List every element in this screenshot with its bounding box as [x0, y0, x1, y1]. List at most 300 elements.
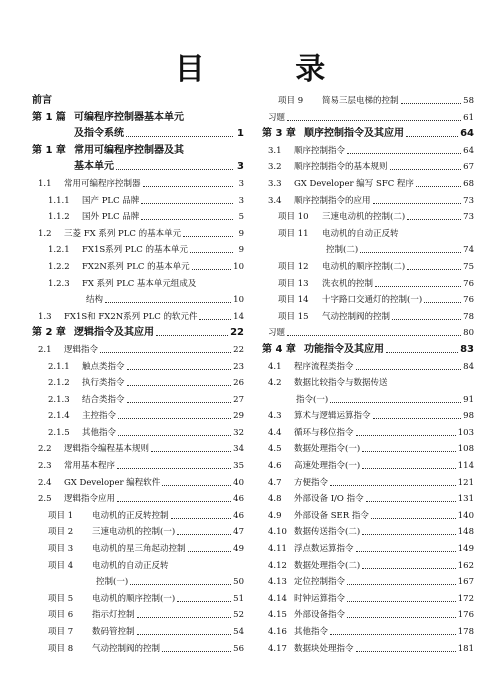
toc-entry[interactable] [262, 179, 474, 189]
toc-entry[interactable] [262, 378, 474, 388]
page-title: 目 录 [174, 52, 366, 87]
toc-entry[interactable] [32, 129, 244, 139]
toc-entry[interactable] [32, 362, 244, 372]
toc-leader-dots [127, 402, 232, 403]
toc-leader-dots [356, 651, 456, 652]
toc-entry-number: 4.16 [268, 627, 287, 637]
toc-leader-dots [100, 352, 231, 353]
toc-entry-number: 项目 12 [278, 261, 309, 272]
toc-entry-number: 项目 3 [48, 544, 74, 555]
toc-page-number: 29 [233, 411, 244, 422]
toc-entry-number: 第 3 章 [262, 128, 296, 140]
toc-entry[interactable] [32, 411, 244, 421]
toc-entry-number: 前言 [32, 95, 52, 106]
toc-entry-number: 4.3 [268, 411, 282, 422]
toc-leader-dots [373, 203, 462, 204]
toc-leader-dots [366, 501, 456, 502]
toc-entry-title: 其他指令 [82, 427, 117, 438]
toc-entry[interactable] [262, 146, 474, 156]
toc-leader-dots [137, 617, 232, 618]
toc-page-number: 14 [233, 311, 244, 322]
toc-page-number: 47 [233, 527, 244, 538]
toc-entry-number: 项目 8 [48, 643, 74, 654]
toc-entry[interactable] [262, 129, 474, 139]
toc-page-number: 84 [463, 361, 474, 372]
toc-entry-title: 数据块处理指令 [294, 643, 354, 654]
toc-entry[interactable] [32, 561, 244, 571]
toc-entry-number: 项目 9 [278, 96, 304, 106]
toc-page-number: 35 [233, 461, 244, 472]
toc-leader-dots [401, 103, 462, 104]
toc-page-number: 78 [463, 311, 474, 322]
toc-entry[interactable] [262, 627, 474, 637]
toc-leader-dots [116, 169, 233, 170]
toc-entry-title: 结合类指令 [82, 394, 125, 405]
toc-entry[interactable] [262, 527, 474, 537]
toc-entry[interactable] [32, 478, 244, 488]
toc-entry[interactable] [262, 328, 474, 338]
toc-page-number: 26 [233, 378, 244, 389]
toc-leader-dots [347, 617, 456, 618]
toc-page-number: 1 [237, 128, 244, 140]
toc-leader-dots [190, 252, 233, 253]
toc-entry-number: 第 1 篇 [32, 111, 66, 123]
toc-leader-dots [183, 236, 233, 237]
toc-entry[interactable] [262, 245, 474, 255]
toc-page-number: 54 [233, 627, 244, 637]
toc-page-number: 108 [457, 444, 474, 455]
toc-entry[interactable] [32, 444, 244, 454]
toc-leader-dots [362, 568, 456, 569]
toc-entry[interactable] [262, 295, 474, 305]
toc-entry[interactable] [32, 146, 244, 156]
toc-entry-number: 1.1.2 [48, 212, 70, 223]
toc-leader-dots [356, 369, 462, 370]
toc-entry-title: 气动控制阀的控制 [92, 643, 161, 654]
toc-entry[interactable] [262, 461, 474, 471]
toc-entry-title: 数据比较指令与数据传送 [294, 378, 388, 389]
toc-entry[interactable] [262, 478, 474, 488]
toc-entry[interactable] [32, 378, 244, 388]
toc-entry-number: 4.7 [268, 477, 282, 488]
toc-entry-title: 定位控制指令 [294, 577, 346, 588]
toc-leader-dots [141, 203, 233, 204]
toc-entry-number: 4.4 [268, 427, 282, 438]
toc-entry-title: FX2N系列 PLC 的基本单元 [82, 261, 190, 272]
toc-entry-number: 3.2 [268, 162, 282, 173]
toc-entry-title: 主控指令 [82, 411, 117, 422]
toc-entry[interactable] [262, 345, 474, 355]
toc-leader-dots [390, 169, 462, 170]
toc-entry-title: 顺序控制指令的应用 [294, 195, 371, 206]
toc-entry-number: 项目 11 [278, 228, 309, 239]
toc-entry[interactable] [262, 577, 474, 587]
toc-entry-title: 逻辑指令 [64, 344, 99, 355]
toc-entry[interactable] [262, 279, 474, 289]
toc-entry-title: 指示灯控制 [92, 610, 135, 621]
toc-entry-number: 2.1.5 [48, 427, 70, 438]
toc-entry[interactable] [32, 312, 244, 322]
toc-page-number: 149 [457, 544, 474, 555]
toc-page-number: 61 [463, 112, 474, 123]
toc-leader-dots [330, 402, 461, 403]
toc-entry-number: 项目 6 [48, 610, 74, 621]
toc-page-number: 10 [233, 295, 244, 306]
toc-entry-title: 外部设备指令 [294, 610, 346, 621]
toc-page-number: 103 [457, 427, 474, 438]
toc-entry-title: 洗衣机的控制 [322, 278, 374, 289]
toc-leader-dots [373, 418, 462, 419]
toc-entry-title: 顺序控制指令及其应用 [304, 128, 404, 140]
toc-leader-dots [407, 219, 461, 220]
toc-page-number: 9 [238, 245, 244, 256]
toc-leader-dots [130, 584, 231, 585]
toc-page-number: 64 [460, 128, 474, 140]
toc-leader-dots [151, 451, 231, 452]
toc-page-number: 121 [457, 477, 474, 488]
toc-page-number: 9 [238, 228, 244, 239]
toc-leader-dots [360, 252, 461, 253]
toc-entry-number: 2.5 [38, 494, 52, 505]
toc-leader-dots [199, 319, 231, 320]
toc-entry-number: 4.17 [268, 643, 287, 654]
toc-entry-title: 简易三层电梯的控制 [322, 96, 399, 106]
toc-entry[interactable] [262, 444, 474, 454]
toc-entry-number: 项目 2 [48, 527, 74, 538]
toc-leader-dots [347, 584, 456, 585]
toc-page-number: 91 [463, 394, 474, 405]
toc-entry-number: 项目 5 [48, 593, 74, 604]
toc-entry-number: 2.2 [38, 444, 52, 455]
toc-leader-dots [287, 120, 461, 121]
toc-page-number: 51 [233, 593, 244, 604]
toc-page-number: 98 [463, 411, 474, 422]
toc-entry-number: 项目 4 [48, 560, 74, 571]
toc-entry[interactable] [262, 395, 474, 405]
toc-entry[interactable] [262, 610, 474, 620]
toc-page-number: 148 [457, 527, 474, 538]
toc-entry[interactable] [32, 113, 244, 123]
toc-page-number: 5 [238, 212, 244, 223]
toc-leader-dots [407, 269, 461, 270]
toc-entry[interactable] [32, 544, 244, 554]
toc-entry[interactable] [32, 212, 244, 222]
toc-entry[interactable] [32, 577, 244, 587]
toc-page-number: 3 [238, 195, 244, 206]
toc-entry-title: 常用可编程序控制器及其 [74, 144, 184, 156]
toc-entry-title: 执行类指令 [82, 378, 125, 389]
toc-page-number: 22 [230, 327, 244, 339]
toc-entry-title: 循环与移位指令 [294, 427, 354, 438]
toc-leader-dots [117, 501, 231, 502]
toc-entry[interactable] [262, 494, 474, 504]
toc-entry-title: 电动机的顺序控制(一) [92, 593, 176, 604]
toc-entry[interactable] [32, 395, 244, 405]
toc-entry-title: 电动机的自动正反转 [322, 228, 399, 239]
toc-leader-dots [171, 518, 232, 519]
toc-entry[interactable] [262, 96, 474, 106]
toc-entry-number: 4.9 [268, 510, 282, 521]
toc-page-number: 75 [463, 261, 474, 272]
toc-entry[interactable] [262, 594, 474, 604]
toc-leader-dots [127, 369, 232, 370]
toc-entry-number: 习题 [268, 328, 286, 339]
toc-leader-dots [287, 335, 461, 336]
toc-leader-dots [356, 435, 456, 436]
toc-page-number: 34 [233, 444, 244, 455]
toc-entry-number: 4.2 [268, 378, 282, 389]
toc-entry-title: 及指令系统 [74, 128, 124, 140]
toc-entry-number: 4.1 [268, 361, 282, 372]
toc-column-right [262, 96, 474, 660]
toc-entry[interactable] [32, 494, 244, 504]
toc-leader-dots [143, 186, 233, 187]
toc-column-left [32, 96, 244, 660]
toc-entry-title: FX 系列 PLC 基本单元组成及 [82, 278, 197, 289]
toc-entry-title: 电动机的正反转控制 [92, 510, 169, 521]
toc-entry[interactable] [32, 196, 244, 206]
toc-leader-dots [416, 186, 461, 187]
toc-page-number: 46 [233, 494, 244, 505]
toc-entry-number: 2.4 [38, 477, 52, 488]
toc-entry[interactable] [262, 196, 474, 206]
toc-leader-dots [392, 319, 461, 320]
toc-page-number: 73 [463, 212, 474, 223]
toc-leader-dots [386, 352, 458, 353]
toc-leader-dots [141, 219, 233, 220]
toc-entry-title: 逻辑指令编程基本规则 [64, 444, 150, 455]
toc-entry-title: GX Developer 编写 SFC 程序 [294, 178, 414, 189]
toc-entry-title: 数据处理指令(一) [294, 444, 361, 455]
toc-entry-title: 浮点数运算指令 [294, 544, 354, 555]
toc-leader-dots [406, 136, 458, 137]
toc-page-number: 162 [457, 560, 474, 571]
toc-page-number: 3 [238, 178, 244, 189]
toc-page-number: 76 [463, 278, 474, 289]
toc-entry-title: 数据处理指令(二) [294, 560, 361, 571]
toc-entry[interactable] [32, 162, 244, 172]
toc-page-number: 80 [463, 328, 474, 339]
toc-entry-title: GX Developer 编程软件 [64, 477, 161, 488]
toc-leader-dots [177, 601, 231, 602]
toc-leader-dots [156, 335, 228, 336]
toc-page-number: 73 [463, 195, 474, 206]
toc-entry-title: 逻辑指令应用 [64, 494, 116, 505]
toc-entry-title: 三速电动机的控制(一) [92, 527, 176, 538]
toc-leader-dots [127, 385, 232, 386]
toc-entry-title: 三速电动机的控制(二) [322, 212, 406, 223]
toc-entry-number: 1.2.2 [48, 261, 70, 272]
toc-entry-number: 习题 [268, 112, 286, 123]
toc-entry[interactable] [32, 527, 244, 537]
toc-entry-number: 项目 7 [48, 627, 74, 637]
toc-entry-number: 3.1 [268, 145, 282, 156]
toc-entry[interactable] [262, 362, 474, 372]
toc-entry[interactable] [32, 245, 244, 255]
toc-entry-number: 1.2 [38, 228, 52, 239]
toc-entry-number: 第 2 章 [32, 327, 66, 339]
toc-entry-number: 4.15 [268, 610, 287, 621]
toc-page-number: 74 [463, 245, 474, 256]
toc-leader-dots [162, 651, 231, 652]
toc-entry[interactable] [32, 594, 244, 604]
toc-entry-number: 2.1.4 [48, 411, 70, 422]
toc-page-number: 46 [233, 510, 244, 521]
toc-entry-number: 项目 15 [278, 311, 309, 322]
toc-entry-title: 逻辑指令及其应用 [74, 327, 154, 339]
toc-leader-dots [347, 601, 456, 602]
toc-page-number: 181 [457, 643, 474, 654]
toc-page-number: 67 [463, 162, 474, 173]
toc-entry[interactable] [32, 644, 244, 654]
toc-entry-number: 第 4 章 [262, 343, 296, 355]
toc-page-number: 64 [463, 145, 474, 156]
toc-entry[interactable] [32, 262, 244, 272]
toc-entry-number: 1.1.1 [48, 195, 70, 206]
toc-entry-title: 方便指令 [294, 477, 329, 488]
toc-leader-dots [188, 551, 232, 552]
toc-leader-dots [347, 153, 461, 154]
toc-entry-title: 控制(一) [96, 577, 129, 588]
toc-page-number: 49 [233, 544, 244, 555]
toc-entry[interactable] [32, 295, 244, 305]
toc-entry[interactable] [32, 345, 244, 355]
toc-entry-title: 算术与逻辑运算指令 [294, 411, 371, 422]
toc-entry[interactable] [32, 96, 244, 106]
toc-entry-number: 2.1 [38, 344, 52, 355]
toc-entry[interactable] [32, 279, 244, 289]
toc-entry-title: 电动机的顺序控制(二) [322, 261, 406, 272]
toc-entry-title: 电动机的自动正反转 [92, 560, 169, 571]
toc-entry-number: 2.1.3 [48, 394, 70, 405]
toc-page-number: 131 [457, 494, 474, 505]
toc-leader-dots [126, 136, 233, 137]
toc-page-number: 114 [457, 461, 474, 472]
toc-entry[interactable] [32, 179, 244, 189]
toc-page-number: 140 [457, 510, 474, 521]
toc-entry[interactable] [32, 627, 244, 637]
toc-entry-number: 3.4 [268, 195, 282, 206]
toc-entry-number: 项目 10 [278, 212, 309, 223]
toc-leader-dots [362, 534, 456, 535]
toc-page-number: 56 [233, 643, 244, 654]
toc-entry[interactable] [262, 262, 474, 272]
toc-page-number: 76 [463, 295, 474, 306]
toc-entry-title: 十字路口交通灯的控制(一) [322, 295, 423, 306]
toc-entry[interactable] [262, 162, 474, 172]
toc-entry[interactable] [262, 212, 474, 222]
toc-leader-dots [177, 534, 231, 535]
toc-leader-dots [117, 468, 231, 469]
toc-page-number: 52 [233, 610, 244, 621]
toc-entry-title: 高速处理指令(一) [294, 461, 361, 472]
toc-entry-number: 4.6 [268, 461, 282, 472]
toc-entry-number: 4.12 [268, 560, 287, 571]
toc-entry-title: 控制(二) [326, 245, 359, 256]
toc-leader-dots [362, 451, 456, 452]
toc-page-number: 50 [233, 577, 244, 588]
toc-entry-number: 4.11 [268, 544, 287, 555]
toc-page-number: 178 [457, 627, 474, 637]
toc-page-number: 58 [463, 96, 474, 106]
toc-page-number: 32 [233, 427, 244, 438]
toc-leader-dots [137, 634, 232, 635]
toc-entry-title: 数码管控制 [92, 627, 135, 637]
toc-entry-title: FX1S系列 PLC 的基本单元 [82, 245, 188, 256]
toc-entry[interactable] [262, 411, 474, 421]
toc-entry-title: FX1S和 FX2N系列 PLC 的软元件 [64, 311, 198, 322]
toc-entry-title: 结构 [86, 295, 104, 306]
toc-leader-dots [362, 468, 456, 469]
toc-entry-number: 1.3 [38, 311, 52, 322]
toc-entry[interactable] [262, 544, 474, 554]
toc-entry-number: 4.14 [268, 593, 287, 604]
toc-leader-dots [330, 485, 456, 486]
toc-leader-dots [371, 518, 456, 519]
toc-entry[interactable] [262, 428, 474, 438]
toc-entry-title: 常用基本程序 [64, 461, 116, 472]
toc-entry[interactable] [262, 644, 474, 654]
toc-entry-number: 2.3 [38, 461, 52, 472]
toc-leader-dots [118, 435, 231, 436]
toc-entry-title: 触点类指令 [82, 361, 125, 372]
toc-entry[interactable] [32, 229, 244, 239]
toc-entry[interactable] [262, 229, 474, 239]
toc-leader-dots [105, 302, 231, 303]
toc-entry[interactable] [32, 461, 244, 471]
toc-entry-number: 4.8 [268, 494, 282, 505]
toc-entry-title: 其他指令 [294, 627, 329, 637]
toc-leader-dots [118, 418, 231, 419]
toc-entry-title: 基本单元 [74, 161, 114, 173]
toc-entry-number: 1.2.1 [48, 245, 70, 256]
toc-entry[interactable] [262, 312, 474, 322]
toc-entry-title: 顺序控制指令 [294, 145, 346, 156]
toc-entry-number: 项目 1 [48, 510, 74, 521]
toc-entry-number: 第 1 章 [32, 144, 66, 156]
toc-page-number: 83 [460, 343, 474, 355]
toc-entry-title: 国产 PLC 品牌 [82, 195, 140, 206]
toc-page-number: 10 [233, 261, 244, 272]
toc-entry-title: 气动控制阀的控制 [322, 311, 391, 322]
toc-entry[interactable] [32, 511, 244, 521]
toc-leader-dots [424, 302, 461, 303]
toc-entry[interactable] [32, 610, 244, 620]
toc-entry-number: 1.2.3 [48, 278, 70, 289]
toc-entry-number: 1.1 [38, 178, 52, 189]
toc-leader-dots [192, 269, 232, 270]
toc-entry-title: 时钟运算指令 [294, 593, 346, 604]
toc-page-number: 22 [233, 344, 244, 355]
toc-entry-title: 国外 PLC 品牌 [82, 212, 140, 223]
toc-page-number: 40 [233, 477, 244, 488]
toc-leader-dots [356, 551, 456, 552]
toc-entry-title: 功能指令及其应用 [304, 343, 384, 355]
toc-page-number: 172 [457, 593, 474, 604]
toc-entry[interactable] [262, 113, 474, 123]
toc-entry[interactable] [262, 561, 474, 571]
toc-page-number: 68 [463, 178, 474, 189]
toc-entry-title: 可编程序控制器基本单元 [74, 111, 184, 123]
toc-leader-dots [162, 485, 231, 486]
toc-entry[interactable] [32, 428, 244, 438]
toc-entry[interactable] [32, 328, 244, 338]
toc-entry-number: 项目 13 [278, 278, 309, 289]
toc-page-number: 23 [233, 361, 244, 372]
toc-entry[interactable] [262, 511, 474, 521]
toc-entry-number: 3.3 [268, 178, 282, 189]
toc-entry-title: 外部设备 I/O 指令 [294, 494, 364, 505]
